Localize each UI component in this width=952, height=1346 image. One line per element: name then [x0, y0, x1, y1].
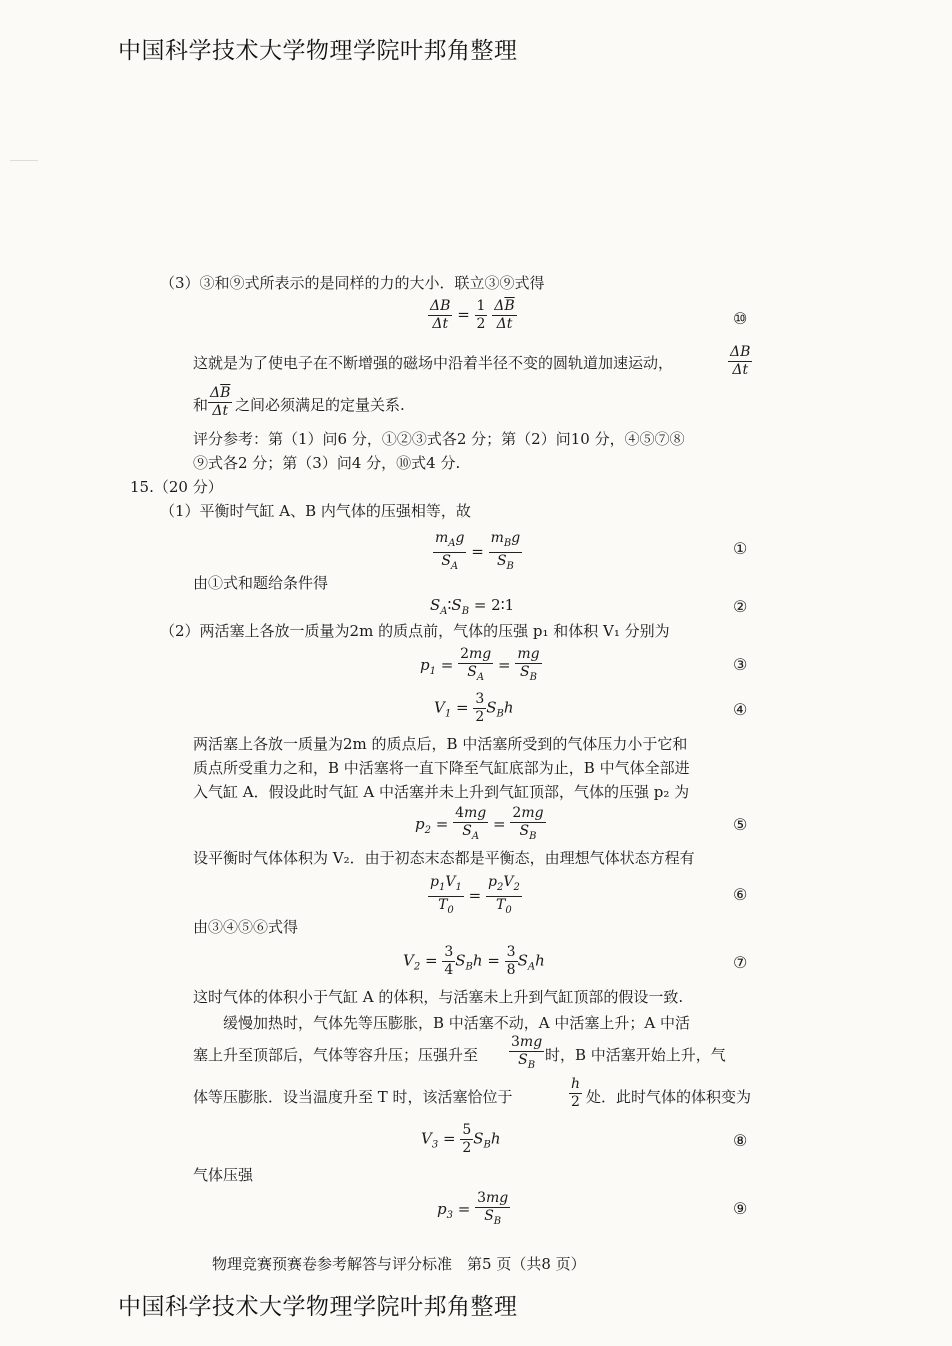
fraction-3mg-SB: $\frac{3mg}{S_B}$ [511, 1034, 543, 1071]
q15-p5: 设平衡时气体体积为 V₂．由于初态末态都是平衡态，由理想气体状态方程有 [193, 849, 695, 867]
eq1-mark: ① [733, 539, 748, 558]
eq7-mark: ⑦ [733, 953, 748, 972]
part3-para1: 这就是为了使电子在不断增强的磁场中沿着半径不变的圆轨道加速运动， [193, 354, 674, 372]
footer-header: 中国科学技术大学物理学院叶邦角整理 [118, 1294, 518, 1320]
q15-p1: （1）平衡时气缸 A、B 内气体的压强相等，故 [160, 502, 471, 520]
eq6-mark: ⑥ [733, 885, 748, 904]
fraction-dB-dt: $\frac{\Delta B}{\Delta t}$ [730, 344, 751, 378]
q15-p7: 这时气体的体积小于气缸 A 的体积，与活塞未上升到气缸顶部的假设一致. [193, 988, 684, 1006]
equation-6: $\frac{p_1V_1}{T_0}$ = $\frac{p_2V_2}{T_0}$ [430, 874, 520, 916]
equation-7: $V_2$ = $\frac{3}{4}$ $S_Bh$ = $\frac{3}{8}$ $S_Ah$ [403, 944, 545, 978]
equation-9: $p_3$ = $\frac{3mg}{S_B}$ [437, 1190, 509, 1227]
part3-intro: （3）③和⑨式所表示的是同样的力的大小．联立③⑨式得 [160, 274, 545, 292]
q15-p9: 气体压强 [193, 1166, 254, 1184]
q15-p8a: 缓慢加热时，气体先等压膨胀，B 中活塞不动，A 中活塞上升；A 中活 [193, 1014, 690, 1032]
fraction-h-2: $\frac{h}{2}$ [571, 1076, 581, 1110]
page-header: 中国科学技术大学物理学院叶邦角整理 [118, 38, 518, 64]
eq4-mark: ④ [733, 700, 748, 719]
page-footer: 物理竞赛预赛卷参考解答与评分标准 第5 页（共8 页） [212, 1255, 586, 1273]
q15-p4c: 入气缸 A．假设此时气缸 A 中活塞并未上升到气缸顶部，气体的压强 p₂ 为 [193, 783, 690, 801]
eq8-mark: ⑧ [733, 1131, 748, 1150]
equation-8: $V_3$ = $\frac{5}{2}$ $S_Bh$ [421, 1122, 501, 1156]
eq3-mark: ③ [733, 655, 748, 674]
eq9-mark: ⑨ [733, 1199, 748, 1218]
q15-p6: 由③④⑤⑥式得 [193, 918, 299, 936]
q15-p8b-1: 塞上升至顶部后，气体等容升压；压强升至 [193, 1046, 479, 1064]
q15-p8b-2: 时，B 中活塞开始上升，气 [545, 1046, 726, 1064]
equation-2: $S_A∶S_B$ = 2∶1 [430, 596, 515, 617]
equation-3: $p_1$ = $\frac{2mg}{S_A}$ = $\frac{mg}{S_B}$ [420, 646, 540, 683]
equation-10: $\frac{\Delta B}{\Delta t}$ = $\frac{1}{2}$ $\frac{\Delta\overline{B}}{\Delta t}$ [430, 298, 515, 332]
part3-para2-prefix: 和 [193, 396, 209, 414]
q15-p4a: 两活塞上各放一质量为2m 的质点后，B 中活塞所受到的气体压力小于它和 [193, 735, 688, 753]
q15-p2: 由①式和题给条件得 [193, 574, 329, 592]
scan-artifact [10, 160, 38, 161]
eq2-mark: ② [733, 597, 748, 616]
q15-title: 15.（20 分） [130, 478, 223, 496]
part3-para2: 之间必须满足的定量关系. [235, 396, 405, 414]
q15-p8c-1: 体等压膨胀．设当温度升至 T 时，该活塞恰位于 [193, 1088, 513, 1106]
equation-1: $\frac{m_Ag}{S_A}$ = $\frac{m_Bg}{S_B}$ [435, 530, 521, 572]
q15-p3: （2）两活塞上各放一质量为2m 的质点前，气体的压强 p₁ 和体积 V₁ 分别为 [160, 622, 670, 640]
q15-p4b: 质点所受重力之和，B 中活塞将一直下降至气缸底部为止，B 中气体全部进 [193, 759, 690, 777]
fraction-dBbar-dt: $\frac{\Delta\overline{B}}{\Delta t}$ [210, 385, 231, 419]
eq5-mark: ⑤ [733, 815, 748, 834]
eq10-mark: ⑩ [733, 309, 748, 328]
score-line2: ⑨式各2 分；第（3）问4 分，⑩式4 分. [193, 454, 461, 472]
q15-p8c-2: 处．此时气体的体积变为 [586, 1088, 752, 1106]
score-line1: 评分参考：第（1）问6 分，①②③式各2 分；第（2）问10 分，④⑤⑦⑧ [193, 430, 685, 448]
equation-5: $p_2$ = $\frac{4mg}{S_A}$ = $\frac{2mg}{S_B}$ [415, 805, 544, 842]
equation-4: $V_1$ = $\frac{3}{2}$ $S_Bh$ [434, 691, 514, 725]
